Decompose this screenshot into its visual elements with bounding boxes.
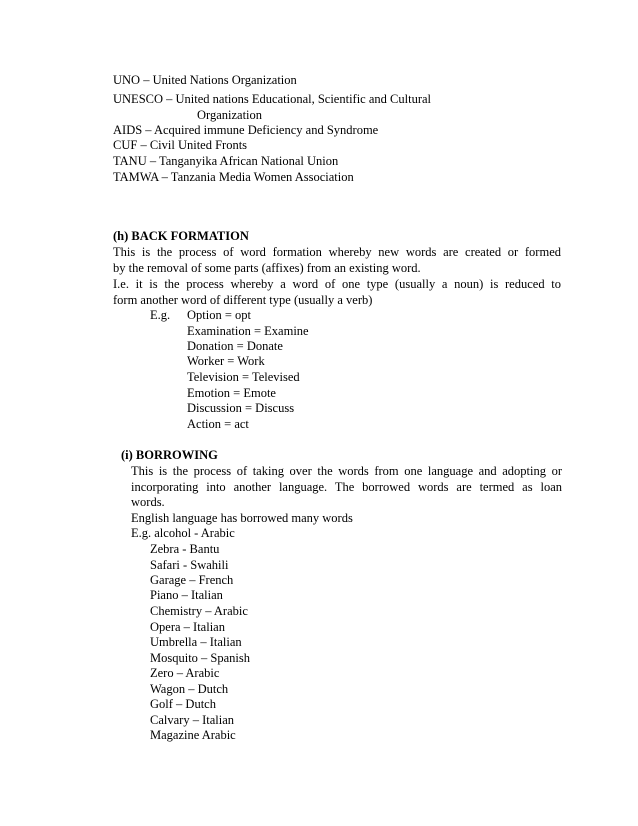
abbrev-unesco-cont: Organization <box>197 108 263 122</box>
back-formation-example: Examination = Examine <box>187 324 309 338</box>
borrowing-example: Zebra - Bantu <box>150 542 220 556</box>
abbrev-tamwa: TAMWA – Tanzania Media Women Association <box>113 170 354 184</box>
back-formation-example: Emotion = Emote <box>187 386 276 400</box>
borrowing-example: Magazine Arabic <box>150 728 236 742</box>
borrowing-para-line: English language has borrowed many words <box>131 511 353 525</box>
back-formation-example: Option = opt <box>187 308 251 322</box>
borrowing-para-line: incorporating into another language. The borrowed words are termed as loan <box>131 480 562 494</box>
back-formation-example: Action = act <box>187 417 249 431</box>
borrowing-example: Mosquito – Spanish <box>150 651 251 665</box>
abbrev-uno: UNO – United Nations Organization <box>113 73 297 87</box>
borrowing-example: Garage – French <box>150 573 234 587</box>
borrowing-example: Umbrella – Italian <box>150 635 242 649</box>
abbrev-tanu: TANU – Tanganyika African National Union <box>113 154 339 168</box>
abbrev-aids: AIDS – Acquired immune Deficiency and Syndrome <box>113 123 379 137</box>
borrowing-example: Calvary – Italian <box>150 713 234 727</box>
borrowing-para-line: This is the process of taking over the words from one language and adopting or <box>131 464 562 478</box>
borrowing-example: Opera – Italian <box>150 620 225 634</box>
back-formation-example: Donation = Donate <box>187 339 283 353</box>
borrowing-example: Safari - Swahili <box>150 558 229 572</box>
back-formation-example: Television = Televised <box>187 370 300 384</box>
back-formation-example: Worker = Work <box>187 354 265 368</box>
borrowing-example: Piano – Italian <box>150 588 223 602</box>
borrowing-heading: (i) BORROWING <box>121 448 218 462</box>
back-formation-heading: (h) BACK FORMATION <box>113 229 249 243</box>
back-formation-example: Discussion = Discuss <box>187 401 295 415</box>
borrowing-example: Wagon – Dutch <box>150 682 229 696</box>
back-formation-para-line: by the removal of some parts (affixes) from an existing word. <box>113 261 421 275</box>
back-formation-para-line: This is the process of word formation whereby new words are created or formed <box>113 245 561 259</box>
borrowing-para-line: words. <box>131 495 165 509</box>
borrowing-example: Zero – Arabic <box>150 666 220 680</box>
abbrev-cuf: CUF – Civil United Fronts <box>113 138 248 152</box>
back-formation-para-line: I.e. it is the process whereby a word of one type (usually a noun) is reduced to <box>113 277 561 291</box>
abbrev-unesco: UNESCO – United nations Educational, Scientific and Cultural <box>113 92 431 106</box>
borrowing-eg-line: E.g. alcohol - Arabic <box>131 526 235 540</box>
borrowing-example: Chemistry – Arabic <box>150 604 248 618</box>
back-formation-eg-label: E.g. <box>150 308 171 322</box>
back-formation-para-line: form another word of different type (usually a verb) <box>113 293 373 307</box>
borrowing-example: Golf – Dutch <box>150 697 216 711</box>
